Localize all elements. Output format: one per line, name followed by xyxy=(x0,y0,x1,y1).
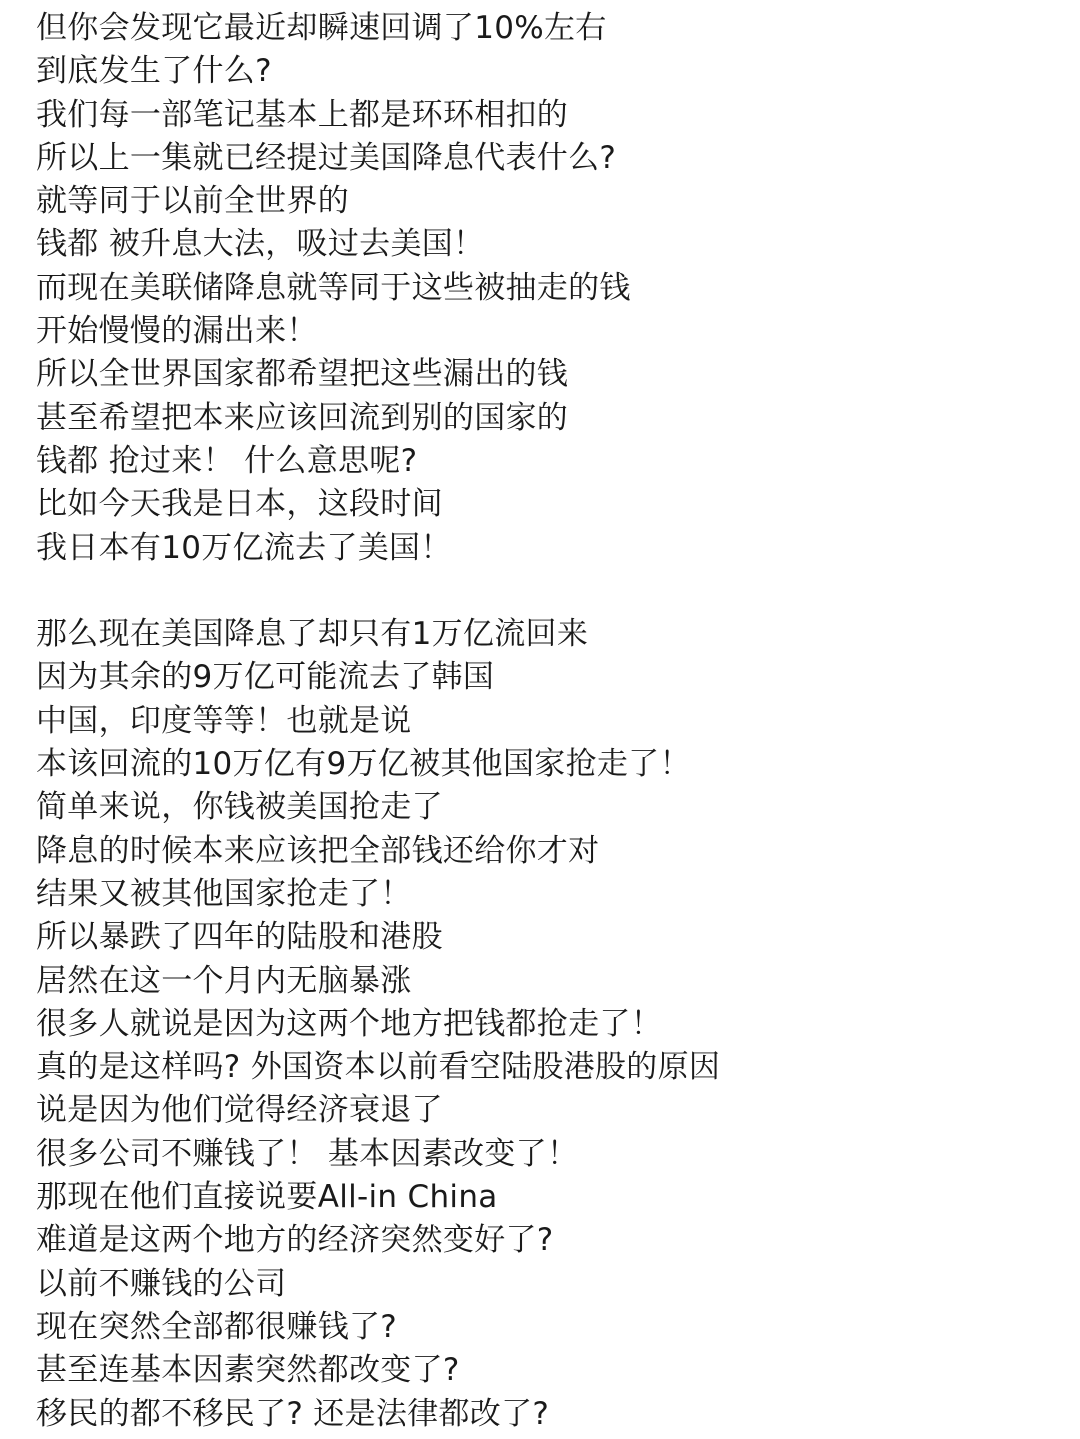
text-line: 移民的都不移民了? 还是法律都改了? xyxy=(36,1395,550,1432)
text-line: 但你会发现它最近却瞬速回调了10%左右 xyxy=(36,10,607,46)
text-line: 比如今天我是日本，这段时间 xyxy=(36,486,443,523)
text-line: 开始慢慢的漏出来！ xyxy=(36,313,318,350)
text-line: 居然在这一个月内无脑暴涨 xyxy=(36,962,412,999)
text-line: 那现在他们直接说要All-in China xyxy=(36,1179,498,1216)
text-line: 所以全世界国家都希望把这些漏出的钱 xyxy=(36,356,569,393)
text-line: 结果又被其他国家抢走了！ xyxy=(36,875,412,912)
text-line: 简单来说，你钱被美国抢走了 xyxy=(36,789,443,826)
text-line: 以前不赚钱的公司 xyxy=(36,1265,287,1302)
text-line: 所以上一集就已经提过美国降息代表什么? xyxy=(36,139,617,176)
text-line: 那么现在美国降息了却只有1万亿流回来 xyxy=(36,616,589,653)
text-line: 很多公司不赚钱了！ 基本因素改变了！ xyxy=(36,1135,579,1172)
text-line: 我日本有10万亿流去了美国！ xyxy=(36,529,452,566)
text-line: 说是因为他们觉得经济衰退了 xyxy=(36,1092,443,1129)
blank-line xyxy=(36,570,1056,613)
text-line: 甚至希望把本来应该回流到别的国家的 xyxy=(36,399,569,436)
text-line: 中国，印度等等！也就是说 xyxy=(36,702,412,739)
text-line: 难道是这两个地方的经济突然变好了? xyxy=(36,1222,554,1259)
text-line: 就等同于以前全世界的 xyxy=(36,183,349,220)
text-line: 钱都 被升息大法，吸过去美国！ xyxy=(36,226,485,263)
text-line: 很多人就说是因为这两个地方把钱都抢走了！ xyxy=(36,1005,662,1042)
text-line: 本该回流的10万亿有9万亿被其他国家抢走了！ xyxy=(36,746,691,783)
text-line: 真的是这样吗? 外国资本以前看空陆股港股的原因 xyxy=(36,1049,721,1086)
text-line: 我们每一部笔记基本上都是环环相扣的 xyxy=(36,96,569,133)
note-text-body xyxy=(36,7,1056,1436)
text-line: 因为其余的9万亿可能流去了韩国 xyxy=(36,659,495,696)
text-line: 而现在美联储降息就等同于这些被抽走的钱 xyxy=(36,269,631,306)
text-line: 到底发生了什么? xyxy=(36,53,272,90)
text-line: 钱都 抢过来！ 什么意思呢? xyxy=(36,442,418,479)
text-line: 现在突然全部都很赚钱了? xyxy=(36,1308,398,1345)
text-line: 降息的时候本来应该把全部钱还给你才对 xyxy=(36,832,600,869)
text-line: 所以暴跌了四年的陆股和港股 xyxy=(36,919,443,956)
text-line: 甚至连基本因素突然都改变了? xyxy=(36,1352,460,1389)
